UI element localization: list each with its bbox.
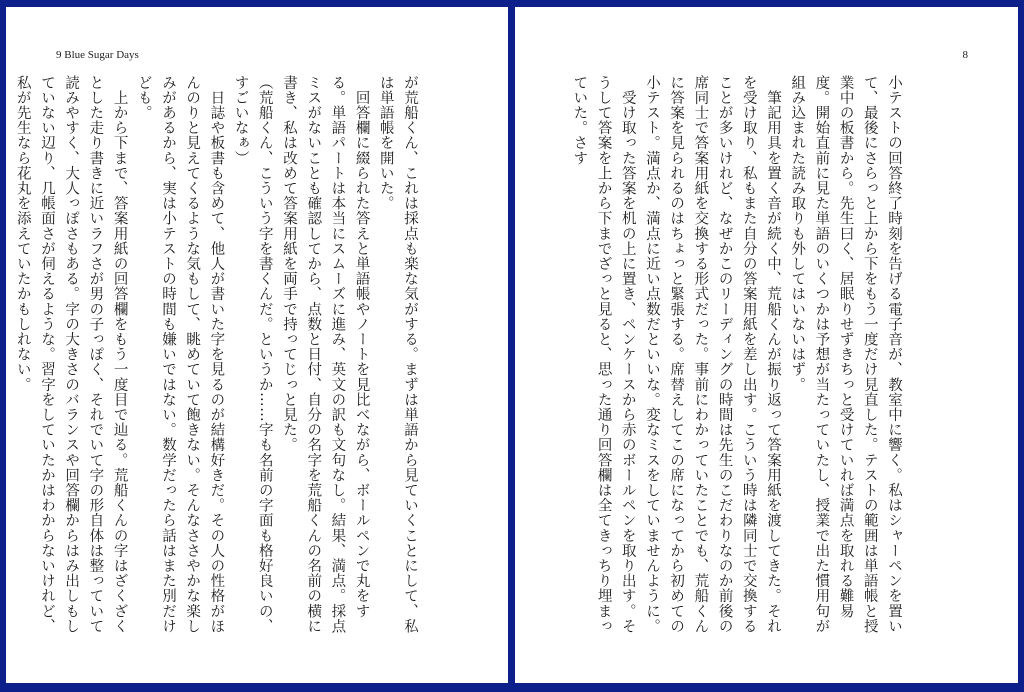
paragraph: （荒船くん、こういう字を書くんだ。というか……字も名前の字面も格好良いの、すごいなぁ） [232, 75, 273, 634]
left-page-body [14, 75, 422, 647]
right-page-body [571, 75, 906, 647]
paragraph: が荒船くん、これは採点も楽な気がする。まずは単語から見ていくことにして、私は単語帳を開いた。 [377, 75, 418, 634]
paragraph: 日誌や板書も含めて、他人が書いた字を見るのが結構好きだ。その人の性格がほんのりと見えてくるような気もして、眺めていて飽きない。そんなささやかな楽しみがあるから、実は小テストの時間も嫌いではない。数学だったら話はまた別だけども。 [135, 75, 225, 634]
page-number-right: 8 [962, 49, 968, 61]
page-header-left: 9 Blue Sugar Days [56, 49, 139, 61]
paragraph: 上から下まで、答案用紙の回答欄をもう一度目で辿る。荒船くんの字はざくざくとした走り書きに近いラフさが男の子っぽく、それでいて字の形自体は整っていて読みやすく、大人っぽさもある。字の大きさのバランスや回答欄からはみ出しもしていない辺り、几帳面さが伺えるような。習字をしていたかはわからないけれど、私が先生なら花丸を添えていたかもしれない。 [14, 75, 128, 634]
paragraph: 回答欄に綴られた答えと単語帳やノートを見比べながら、ボールペンで丸をする。単語パートは本当にスムーズに進み、英文の訳も文句なし。結果、満点。採点ミスがないことも確認してから、点数と日付、自分の名字を荒船くんの名前の横に書き、私は改めて答案用紙を両手で持ってじっと見た。 [280, 75, 370, 634]
left-page [6, 7, 508, 683]
paragraph: 小テストの回答終了時刻を告げる電子音が、教室中に響く。私はシャーペンを置いて、最後にさらっと上から下をもう一度だけ見直した。テストの範囲は単語帳と授業中の板書から。先生曰く、居眠りせずきちっと受けていれば満点を取れる難易度。開始直前に見た単語のいくつかは予想が当たっていたし、授業で出た慣用句が組み込まれた読み取りも外してはいないはず。 [789, 75, 902, 634]
right-page [515, 7, 1018, 683]
paragraph: 筆記用具を置く音が続く中、荒船くんが振り返って答案用紙を渡してきた。それを受け取り、私もまた自分の答案用紙を差し出す。こういう時は隣同士で交換することが多いけれど、なぜかこのリーディングの時間は先生のこだわりなのか前後の席同士で答案用紙を交換する形式だった。事前にわかっていたことでも、荒船くんに答案を見られるのはちょっと緊張する。席替えしてこの席になってから初めての小テスト。満点か、満点に近い点数だといいな。変なミスをしていませんように。 [643, 75, 781, 634]
paragraph: 受け取った答案を机の上に置き、ペンケースから赤のボールペンを取り出す。そうして答案を上から下までざっと見ると、思った通り回答欄は全てきっちり埋まっていた。さす [571, 75, 636, 634]
